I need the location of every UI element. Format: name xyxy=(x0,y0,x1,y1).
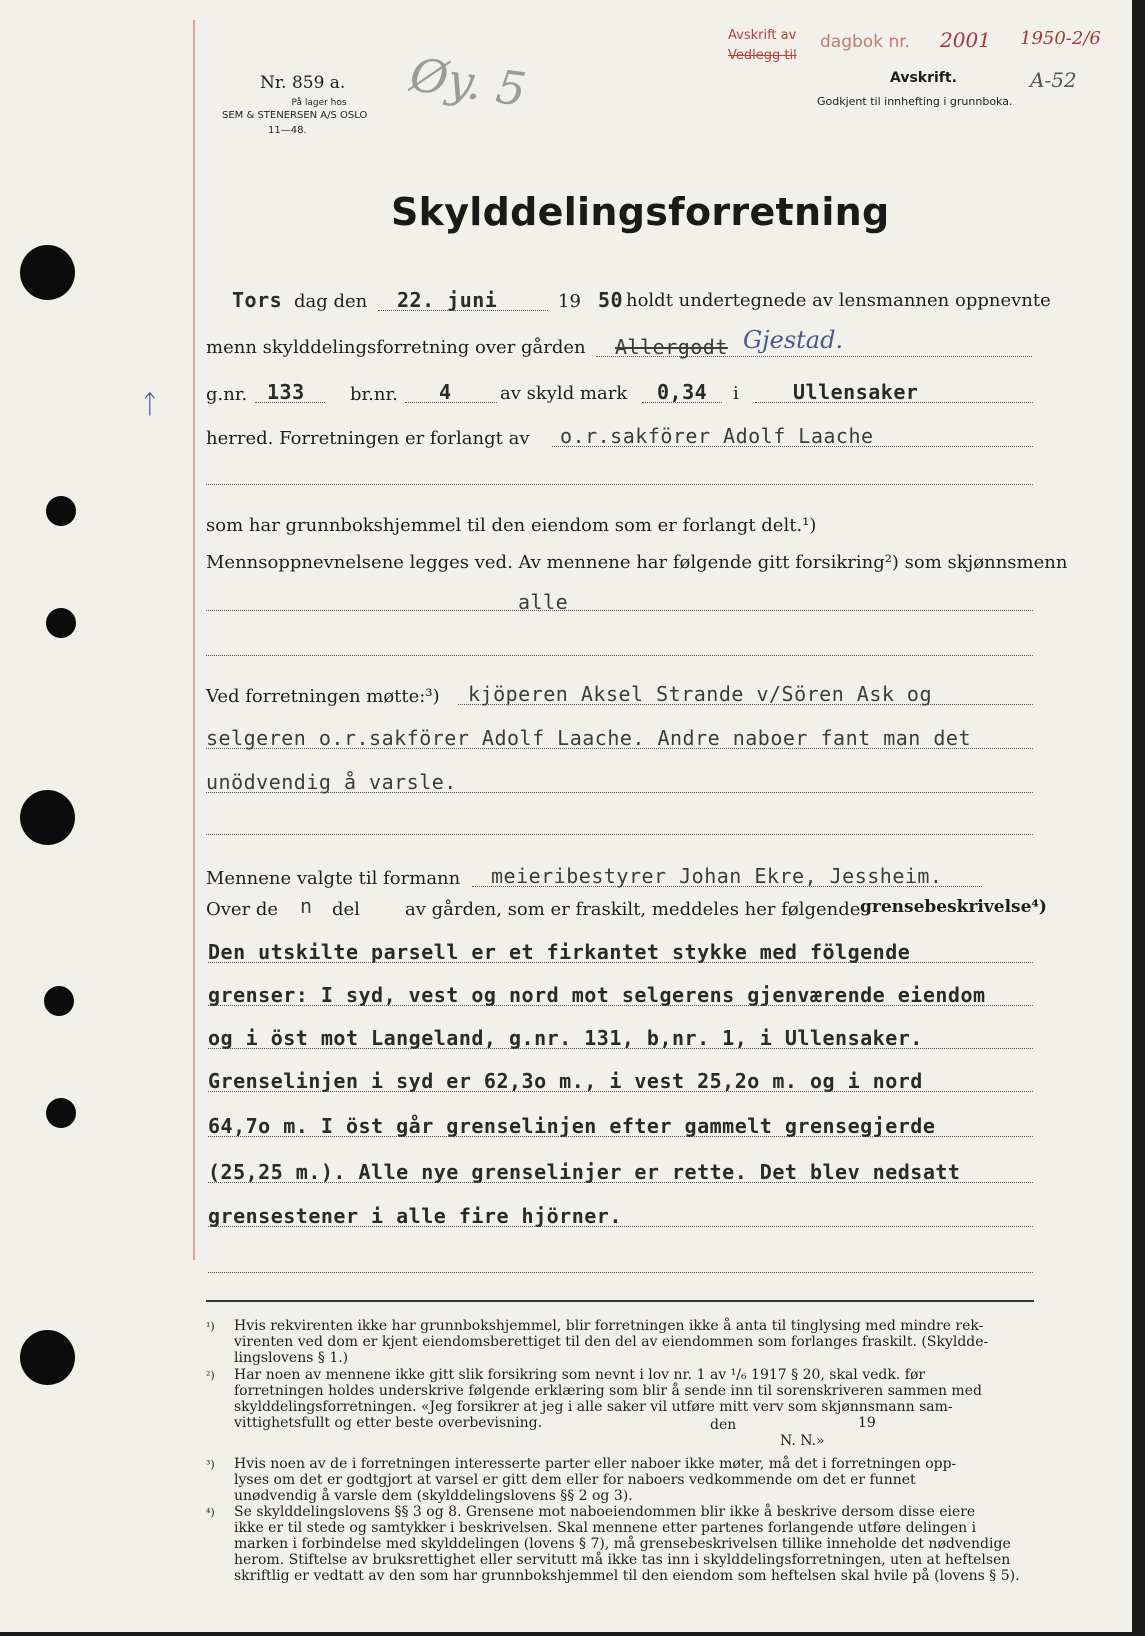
del-label: del xyxy=(332,899,360,920)
over-de-text: av gården, som er fraskilt, meddeles her følgende xyxy=(405,899,861,920)
footnote-3-line: unødvendig å varsle dem (skylddelingslovens §§ 2 og 3). xyxy=(234,1488,633,1504)
requester-value: o.r.sakförer Adolf Laache xyxy=(560,424,874,448)
forsikring-value: alle xyxy=(518,590,569,614)
binder-hole xyxy=(46,1098,76,1128)
date-value: 22. juni xyxy=(397,288,498,312)
dag-den-label: dag den xyxy=(294,291,368,312)
kommune-rule xyxy=(755,402,1033,403)
year-suffix: 50 xyxy=(598,288,624,312)
farm-name-handwritten: Gjestad. xyxy=(743,326,844,354)
footnote-2-line: skylddelingsforretningen. «Jeg forsikrer at jeg i alle saker vil utføre mitt verv som skjønnsmann sam- xyxy=(234,1399,953,1415)
binder-hole xyxy=(46,608,76,638)
footnote-separator xyxy=(206,1300,1034,1302)
binder-hole xyxy=(20,1330,75,1385)
gnr-rule xyxy=(255,402,325,403)
description-line: Den utskilte parsell er et firkantet stykke med fölgende xyxy=(208,940,911,964)
description-rule xyxy=(208,1091,1033,1092)
footnote-4-line: herom. Stiftelse av bruksrettighet eller servitutt må ikke tas inn i skylddelingsforretningen, uten at heftelsen xyxy=(234,1552,1011,1568)
dagbok-label: dagbok nr. xyxy=(820,32,911,52)
date-rule xyxy=(378,310,548,311)
motte-line-2: selgeren o.r.sakförer Adolf Laache. Andre naboer fant man det xyxy=(206,726,972,750)
footnote-2-line: Har noen av mennene ikke gitt slik forsikring som nevnt i lov nr. 1 av ¹/₆ 1917 § 20, skal vedk. før xyxy=(234,1367,926,1383)
motte-rule-3 xyxy=(206,792,1033,793)
footnote-2-nn: N. N.» xyxy=(780,1433,825,1449)
scan-edge-bottom xyxy=(0,1632,1145,1636)
motte-label: Ved forretningen møtte:³) xyxy=(206,686,440,707)
scan-edge-right xyxy=(1132,0,1145,1636)
avskrift-approval: Godkjent til innhefting i grunnboka. xyxy=(817,95,1013,108)
footnote-4-line: marken i forbindelse med skylddelingen (lovens § 7), må grensebeskrivelsen tillike inneholde det nødvendige xyxy=(234,1536,1011,1552)
blank-rule xyxy=(206,484,1033,485)
hjemmel-text: som har grunnbokshjemmel til den eiendom som er forlangt delt.¹) xyxy=(206,515,817,536)
printer-date: 11—48. xyxy=(268,125,307,136)
formann-rule xyxy=(472,886,982,887)
motte-line-3: unödvendig å varsle. xyxy=(206,770,457,794)
description-rule xyxy=(208,962,1033,963)
requester-rule xyxy=(552,446,1033,447)
margin-ink-mark: ᛏ xyxy=(142,390,158,420)
line1-text: holdt undertegnede av lensmannen oppnevnte xyxy=(626,290,1051,311)
footnote-2-den: den xyxy=(710,1417,737,1433)
description-rule xyxy=(208,1048,1033,1049)
skyld-label: av skyld mark xyxy=(500,383,628,404)
binder-hole xyxy=(20,790,75,845)
over-de-label: Over de xyxy=(206,899,279,920)
farm-name-struck: Allergodt xyxy=(615,335,728,359)
gnr-label: g.nr. xyxy=(206,384,248,405)
gnr-value: 133 xyxy=(267,380,305,404)
kommune-value: Ullensaker xyxy=(793,380,919,404)
footnote-3-mark: ³) xyxy=(206,1458,215,1471)
footnote-4-mark: ⁴) xyxy=(206,1506,215,1519)
binder-hole xyxy=(20,245,75,300)
footnote-3-line: lyses om det er godtgjort at varsel er gitt dem eller for naboers vedkommende om det er funnet xyxy=(234,1472,916,1488)
description-line: Grenselinjen i syd er 62,3o m., i vest 25,2o m. og i nord xyxy=(208,1069,923,1093)
bnr-label: br.nr. xyxy=(350,384,398,405)
motte-rule-1 xyxy=(458,704,1033,705)
stamp-avskrift-av: Avskrift av xyxy=(728,28,797,43)
motte-rule-2 xyxy=(206,748,1033,749)
margin-code: A-52 xyxy=(1030,68,1077,92)
line2-text: menn skylddelingsforretning over gården xyxy=(206,337,586,358)
footnote-2-mark: ²) xyxy=(206,1369,215,1382)
description-line: og i öst mot Langeland, g.nr. 131, b,nr. 1, i Ullensaker. xyxy=(208,1026,923,1050)
weekday: Tors xyxy=(232,288,283,312)
footnote-4-line: Se skylddelingslovens §§ 3 og 8. Grensene mot naboeiendommen blir ikke å beskrive dersom disse eiere xyxy=(234,1504,976,1520)
footnote-1-mark: ¹) xyxy=(206,1320,215,1333)
year-prefix: 19 xyxy=(558,291,581,312)
skyld-value: 0,34 xyxy=(657,380,708,404)
footnote-4-line: ikke er til stede og samtykker i beskrivelsen. Skal mennene etter partenes forlangende utføre delingen i xyxy=(234,1520,977,1536)
binder-hole xyxy=(46,496,76,526)
stamp-vedlegg-til: Vedlegg til xyxy=(728,48,797,63)
motte-rule-4 xyxy=(206,834,1033,835)
farm-rule xyxy=(596,356,1032,357)
description-line: grensestener i alle fire hjörner. xyxy=(208,1204,622,1228)
bnr-rule xyxy=(405,402,497,403)
description-rule xyxy=(208,1005,1033,1006)
description-line: grenser: I syd, vest og nord mot selgerens gjenværende eiendom xyxy=(208,983,986,1007)
skyld-rule xyxy=(642,402,722,403)
bnr-value: 4 xyxy=(439,380,452,404)
i-label: i xyxy=(733,383,739,404)
grensebeskrivelse-label: grensebeskrivelse⁴) xyxy=(860,897,1047,917)
form-number: Nr. 859 a. xyxy=(260,73,346,93)
footnote-2-line: vittighetsfullt og etter beste overbevisning. xyxy=(234,1415,543,1431)
formann-label: Mennene valgte til formann xyxy=(206,868,461,889)
footnote-4-line: skriftlig er vedtatt av den som har grunnbokshjemmel til den eiendom som heftelsen skal hvile på (lovens § 5). xyxy=(234,1568,1020,1584)
description-line: (25,25 m.). Alle nye grenselinjer er rette. Det blev nedsatt xyxy=(208,1160,961,1184)
footnote-1-line: lingslovens § 1.) xyxy=(234,1350,349,1366)
description-rule xyxy=(208,1182,1033,1183)
dagbok-number: 2001 xyxy=(940,28,991,52)
footnote-1-line: virenten ved dom er kjent eiendomsberettiget til den del av eiendommen som forlanges fraskilt. (Skyldde- xyxy=(234,1334,989,1350)
formann-value: meieribestyrer Johan Ekre, Jessheim. xyxy=(491,864,943,888)
binder-hole xyxy=(44,986,74,1016)
description-rule xyxy=(208,1136,1033,1137)
forsikring-rule xyxy=(206,610,1033,611)
footnote-3-line: Hvis noen av de i forretningen interesserte parter eller naboer ikke møter, må det i forretningen opp- xyxy=(234,1456,957,1472)
description-rule xyxy=(208,1272,1033,1273)
pencil-note: Øy. 5 xyxy=(406,47,530,117)
description-rule xyxy=(208,1226,1033,1227)
journal-reference: 1950-2/6 xyxy=(1020,28,1101,49)
forsikring-rule-2 xyxy=(206,655,1033,656)
avskrift-label: Avskrift. xyxy=(890,70,957,86)
fraction-value: n xyxy=(300,894,313,918)
footnote-2-line: forretningen holdes underskrive følgende erklæring som blir å sende inn til sorenskriveren sammen med xyxy=(234,1383,982,1399)
requester-label: herred. Forretningen er forlangt av xyxy=(206,428,530,449)
footnote-2-19: 19 xyxy=(858,1415,876,1431)
printer-line1: På lager hos xyxy=(291,98,347,108)
forsikring-text: Mennsoppnevnelsene legges ved. Av mennene har følgende gitt forsikring²) som skjønnsmenn xyxy=(206,552,1068,573)
margin-rule xyxy=(193,20,195,1260)
footnote-1-line: Hvis rekvirenten ikke har grunnbokshjemmel, blir forretningen ikke å anta til tinglysing med mindre rek- xyxy=(234,1318,984,1334)
motte-line-1: kjöperen Aksel Strande v/Sören Ask og xyxy=(468,682,933,706)
printer-name: SEM & STENERSEN A/S OSLO xyxy=(222,110,368,121)
document-title: Skylddelingsforretning xyxy=(391,190,890,234)
description-line: 64,7o m. I öst går grenselinjen efter gammelt grensegjerde xyxy=(208,1114,936,1138)
